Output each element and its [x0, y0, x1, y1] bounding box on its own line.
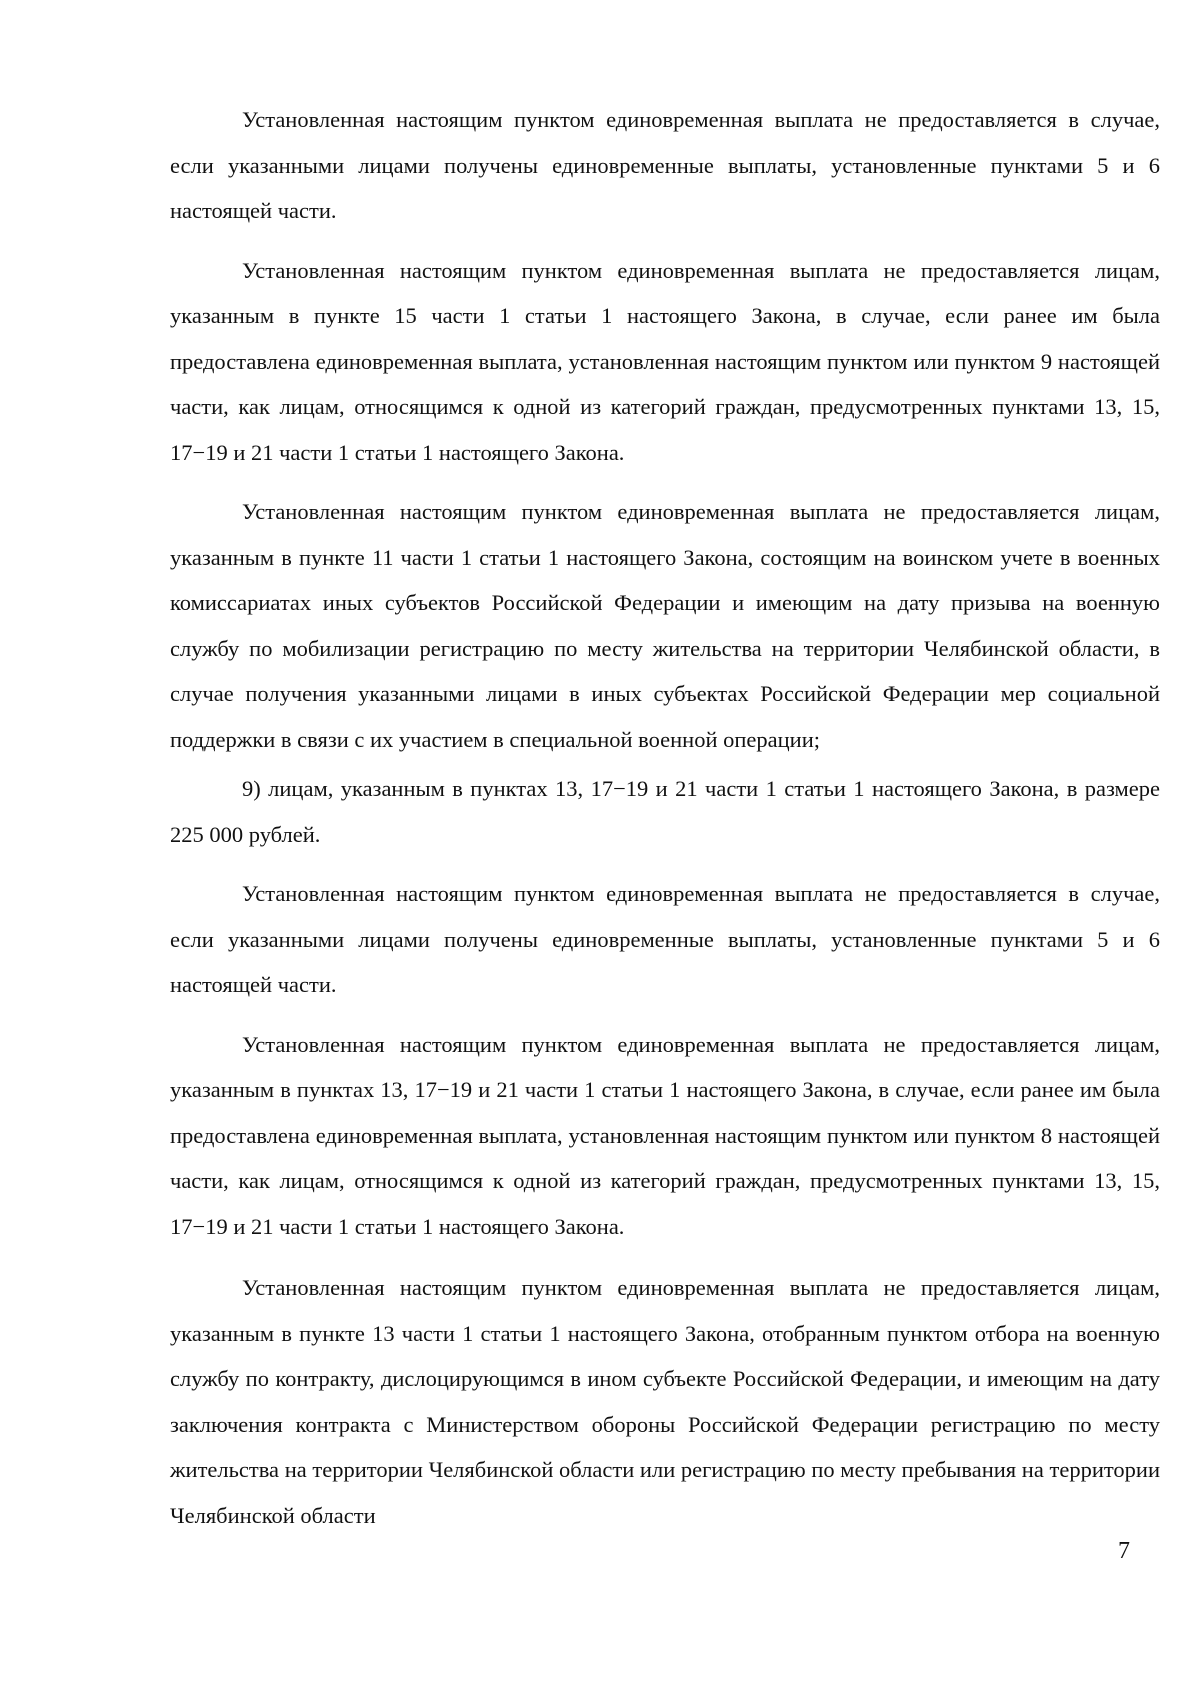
- paragraph-6: Установленная настоящим пунктом единовременная выплата не предоставляется лицам, указанным в пунктах 13, 17−19 и 21 части 1 статьи 1 настоящего Закона, в случае, если ранее им была предоставлена единовременная выплата, установленная настоящим пунктом или пунктом 8 настоящей части, как лицам, относящимся к одной из категорий граждан, предусмотренных пунктами 13, 15, 17−19 и 21 части 1 статьи 1 настоящего Закона.: [170, 1031, 1160, 1239]
- page-number: 7: [1118, 1538, 1130, 1564]
- paragraph-4-item-9: 9) лицам, указанным в пунктах 13, 17−19 и 21 части 1 статьи 1 настоящего Закона, в размере 225 000 рублей.: [170, 776, 1160, 847]
- paragraph-3: Установленная настоящим пунктом единовременная выплата не предоставляется лицам, указанным в пункте 11 части 1 статьи 1 настоящего Закона, состоящим на воинском учете в военных комиссариатах иных субъектов Российской Федерации и имеющим на дату призыва на военную службу по мобилизации регистрацию по месту жительства на территории Челябинской области, в случае получения указанными лицами в иных субъектах Российской Федерации мер социальной поддержки в связи с их участием в специальной военной операции;: [170, 499, 1160, 752]
- paragraph-5: Установленная настоящим пунктом единовременная выплата не предоставляется в случае, если указанными лицами получены единовременные выплаты, установленные пунктами 5 и 6 настоящей части.: [170, 881, 1160, 997]
- document-body: [170, 97, 1160, 1552]
- paragraph-2: Установленная настоящим пунктом единовременная выплата не предоставляется лицам, указанным в пункте 15 части 1 статьи 1 настоящего Закона, в случае, если ранее им была предоставлена единовременная выплата, установленная настоящим пунктом или пунктом 9 настоящей части, как лицам, относящимся к одной из категорий граждан, предусмотренных пунктами 13, 15, 17−19 и 21 части 1 статьи 1 настоящего Закона.: [170, 257, 1160, 465]
- paragraph-1: Установленная настоящим пунктом единовременная выплата не предоставляется в случае, если указанными лицами получены единовременные выплаты, установленные пунктами 5 и 6 настоящей части.: [170, 107, 1160, 223]
- paragraph-7: Установленная настоящим пунктом единовременная выплата не предоставляется лицам, указанным в пункте 13 части 1 статьи 1 настоящего Закона, отобранным пунктом отбора на военную службу по контракту, дислоцирующимся в ином субъекте Российской Федерации, и имеющим на дату заключения контракта с Министерством обороны Российской Федерации регистрацию по месту жительства на территории Челябинской области или регистрацию по месту пребывания на территории Челябинской области: [170, 1275, 1160, 1528]
